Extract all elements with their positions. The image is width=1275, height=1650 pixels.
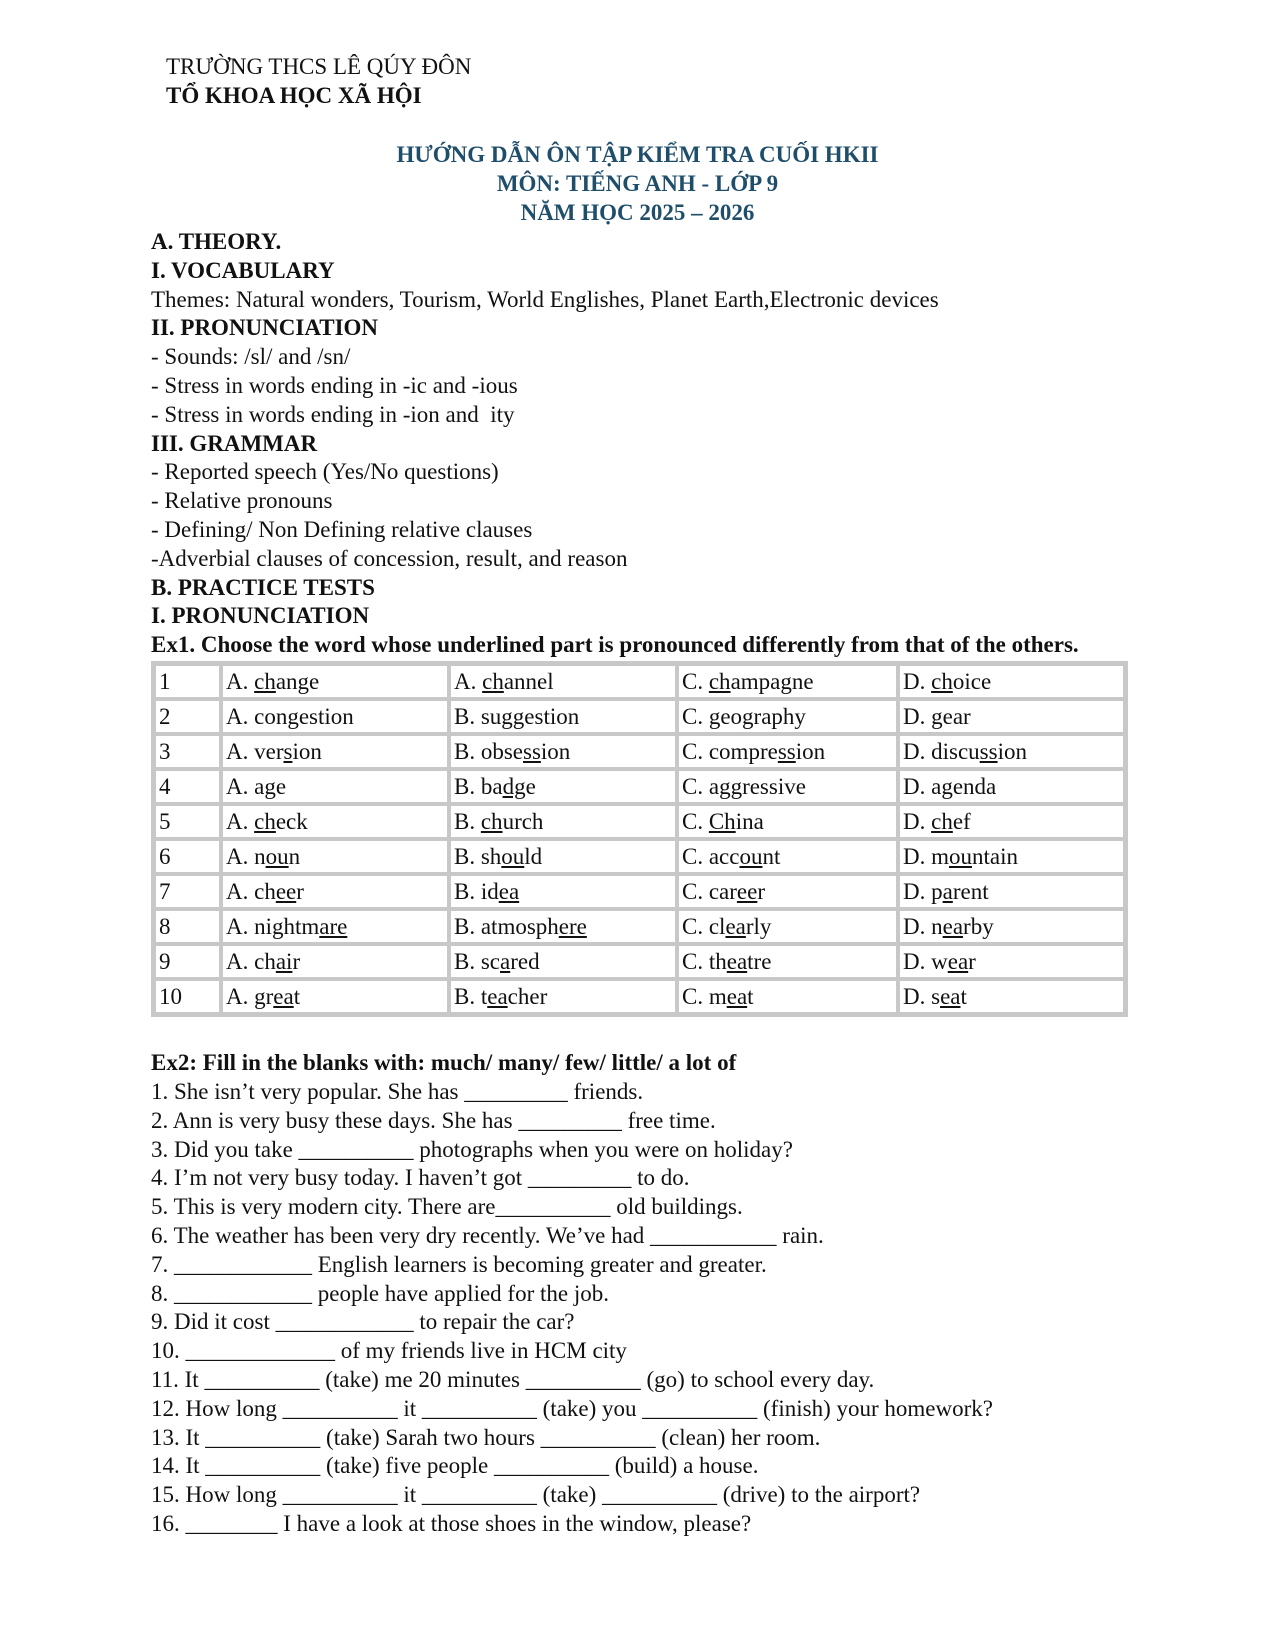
ex1-table xyxy=(151,661,1128,1017)
school-name: TRƯỜNG THCS LÊ QÚY ĐÔN xyxy=(166,54,472,79)
option-text: C. xyxy=(682,704,709,730)
table-row xyxy=(154,699,1125,734)
option-c xyxy=(677,874,898,909)
option-b xyxy=(449,664,677,699)
option-text: D. n xyxy=(903,914,943,940)
option-text: A. nightm xyxy=(226,914,320,940)
option-text: A. ver xyxy=(226,739,284,765)
exercise-item: 11. It __________ (take) me 20 minutes __________ (go) to school every day. xyxy=(151,1366,875,1392)
option-b xyxy=(449,839,677,874)
title-line-3: NĂM HỌC 2025 – 2026 xyxy=(520,200,755,225)
table-row xyxy=(154,804,1125,839)
option-text: A. con xyxy=(226,704,288,730)
ex1-table-body xyxy=(154,664,1125,1014)
option-text: C. acc xyxy=(682,844,740,870)
option-text: C. th xyxy=(682,949,727,975)
option-text: ion xyxy=(292,739,322,765)
option-c xyxy=(677,839,898,874)
underlined-part: ee xyxy=(275,879,297,905)
option-text: C. m xyxy=(682,984,727,1010)
option-text: D. discu xyxy=(903,739,980,765)
option-text: ion xyxy=(540,739,571,765)
option-text: t xyxy=(960,984,967,1010)
pronunciation-item: - Stress in words ending in -ic and -ious xyxy=(151,372,518,398)
option-c xyxy=(677,699,898,734)
option-text: urch xyxy=(502,809,544,835)
exercise-item: 15. How long __________ it __________ (take) __________ (drive) to the airport? xyxy=(151,1482,921,1508)
option-text: ear xyxy=(942,704,971,730)
underlined-part: ai xyxy=(275,949,293,975)
option-d xyxy=(898,874,1125,909)
question-number: 2 xyxy=(154,699,221,734)
underlined-part: ou xyxy=(265,844,289,870)
option-a xyxy=(221,944,449,979)
option-d xyxy=(898,699,1125,734)
underlined-part: ss xyxy=(979,739,998,765)
option-text: B. id xyxy=(454,879,499,905)
table-row xyxy=(154,909,1125,944)
theory-heading: A. THEORY. xyxy=(151,229,282,254)
underlined-part: Ch xyxy=(708,809,736,835)
underlined-part: ch xyxy=(254,809,276,835)
option-text: r xyxy=(757,879,766,905)
option-text: B. sh xyxy=(454,844,502,870)
exercise-item: 16. ________ I have a look at those shoes in the window, please? xyxy=(151,1510,752,1536)
underlined-part: gg xyxy=(719,774,743,800)
question-number: 9 xyxy=(154,944,221,979)
option-text: A. gr xyxy=(226,984,274,1010)
option-text: A. n xyxy=(226,844,266,870)
option-text: C. car xyxy=(682,879,737,905)
option-text: ressive xyxy=(742,774,806,800)
document-title xyxy=(0,140,1275,227)
underlined-part: g xyxy=(941,774,953,800)
underlined-part: s xyxy=(283,739,293,765)
option-d xyxy=(898,804,1125,839)
question-number: 5 xyxy=(154,804,221,839)
option-text: cher xyxy=(507,984,548,1010)
option-text: r xyxy=(296,879,304,905)
option-text: B. ba xyxy=(454,774,503,800)
option-c xyxy=(677,979,898,1014)
option-text: t xyxy=(747,984,754,1010)
option-text: C. compre xyxy=(682,739,778,765)
option-c xyxy=(677,909,898,944)
grammar-item: - Relative pronouns xyxy=(151,488,333,514)
exercise-item: 9. Did it cost ____________ to repair the car? xyxy=(151,1309,575,1335)
underlined-part: ch xyxy=(482,669,504,695)
practice-pronunciation-heading: I. PRONUNCIATION xyxy=(151,603,370,629)
option-text: r xyxy=(292,949,301,975)
option-text: B. atmosph xyxy=(454,914,559,940)
option-text: D. w xyxy=(903,949,948,975)
option-text: eck xyxy=(275,809,308,835)
underlined-part: ou xyxy=(501,844,525,870)
exercise-item: 1. She isn’t very popular. She has _________ friends. xyxy=(151,1078,644,1104)
underlined-part: ea xyxy=(726,949,748,975)
option-text: B. sc xyxy=(454,949,500,975)
option-text: A. ch xyxy=(226,949,276,975)
option-text: rby xyxy=(963,914,994,940)
option-text: ina xyxy=(735,809,764,835)
option-a xyxy=(221,734,449,769)
question-number: 6 xyxy=(154,839,221,874)
option-text: estion xyxy=(524,704,580,730)
exercise-item: 8. ____________ people have applied for the job. xyxy=(151,1280,609,1306)
option-d xyxy=(898,839,1125,874)
underlined-part: ea xyxy=(947,949,969,975)
option-text: D. m xyxy=(903,844,949,870)
option-text: t xyxy=(293,984,301,1010)
table-row xyxy=(154,734,1125,769)
option-text: annel xyxy=(503,669,554,695)
option-text: C. xyxy=(682,669,709,695)
option-text: A. ch xyxy=(226,879,276,905)
exercise-item: 4. I’m not very busy today. I haven’t got _________ to do. xyxy=(151,1165,690,1191)
option-text: B. obse xyxy=(454,739,523,765)
table-row xyxy=(154,769,1125,804)
option-text: A. a xyxy=(226,774,265,800)
option-b xyxy=(449,979,677,1014)
option-text: tre xyxy=(747,949,772,975)
underlined-part: ch xyxy=(931,669,953,695)
option-d xyxy=(898,944,1125,979)
underlined-part: g xyxy=(264,774,276,800)
department-name: TỔ KHOA HỌC XÃ HỘI xyxy=(166,83,422,108)
option-text: B. t xyxy=(454,984,488,1010)
exercise-item: 12. How long __________ it __________ (take) you __________ (finish) your homework? xyxy=(151,1395,993,1421)
table-row xyxy=(154,944,1125,979)
option-text: ampagne xyxy=(730,669,814,695)
document-body xyxy=(151,228,1125,1539)
option-d xyxy=(898,734,1125,769)
option-b xyxy=(449,874,677,909)
underlined-part: g xyxy=(287,704,299,730)
option-text: n xyxy=(288,844,301,870)
underlined-part: g xyxy=(512,704,525,730)
option-text: enda xyxy=(952,774,997,800)
option-c xyxy=(677,804,898,839)
ex2-instruction: Ex2: Fill in the blanks with: much/ many/ few/ little/ a lot of xyxy=(151,1050,737,1076)
option-text: D. s xyxy=(903,984,941,1010)
underlined-part: g xyxy=(931,704,943,730)
option-text: D. a xyxy=(903,774,942,800)
option-a xyxy=(221,874,449,909)
option-text: A. xyxy=(226,809,255,835)
table-row xyxy=(154,839,1125,874)
option-text: B. xyxy=(454,809,481,835)
option-text: e xyxy=(525,774,536,800)
exercise-item: 3. Did you take __________ photographs when you were on holiday? xyxy=(151,1136,793,1162)
grammar-heading: III. GRAMMAR xyxy=(151,430,318,456)
option-c xyxy=(677,944,898,979)
option-a xyxy=(221,909,449,944)
option-text: red xyxy=(510,949,540,975)
option-text: D. xyxy=(903,704,932,730)
exercise-item: 13. It __________ (take) Sarah two hours __________ (clean) her room. xyxy=(151,1424,821,1450)
option-text: B. sug xyxy=(454,704,513,730)
option-text: A. xyxy=(454,669,483,695)
practice-heading: B. PRACTICE TESTS xyxy=(151,574,375,600)
spacer xyxy=(151,1017,1125,1049)
option-b xyxy=(449,909,677,944)
underlined-part: ea xyxy=(498,879,520,905)
option-text: ld xyxy=(524,844,543,870)
underlined-part: ea xyxy=(487,984,508,1010)
option-a xyxy=(221,804,449,839)
option-text: ef xyxy=(952,809,971,835)
pronunciation-item: - Stress in words ending in -ion and ity xyxy=(151,401,515,427)
table-row xyxy=(154,979,1125,1014)
option-a xyxy=(221,839,449,874)
option-d xyxy=(898,769,1125,804)
option-text: oice xyxy=(952,669,992,695)
option-c xyxy=(677,734,898,769)
option-text: ntain xyxy=(972,844,1018,870)
question-number: 8 xyxy=(154,909,221,944)
underlined-part: are xyxy=(319,914,348,940)
underlined-part: ea xyxy=(942,914,964,940)
underlined-part: ea xyxy=(940,984,961,1010)
ex1-instruction: Ex1. Choose the word whose underlined part is pronounced differently from that of the others. xyxy=(151,632,1079,658)
option-a xyxy=(221,664,449,699)
option-a xyxy=(221,699,449,734)
underlined-part: ss xyxy=(523,739,541,765)
option-text: ange xyxy=(275,669,320,695)
underlined-part: a xyxy=(500,949,511,975)
option-b xyxy=(449,804,677,839)
grammar-item: -Adverbial clauses of concession, result, and reason xyxy=(151,545,628,571)
underlined-part: ea xyxy=(726,984,748,1010)
option-text: D. p xyxy=(903,879,943,905)
pronunciation-heading: II. PRONUNCIATION xyxy=(151,315,379,341)
exercise-item: 7. ____________ English learners is becoming greater and greater. xyxy=(151,1251,767,1277)
grammar-item: - Reported speech (Yes/No questions) xyxy=(151,459,499,485)
option-c xyxy=(677,664,898,699)
option-text: C. cl xyxy=(682,914,726,940)
underlined-part: ea xyxy=(725,914,746,940)
vocabulary-themes: Themes: Natural wonders, Tourism, World Englishes, Planet Earth,Electronic devices xyxy=(151,286,939,312)
option-text: r xyxy=(968,949,976,975)
underlined-part: ch xyxy=(254,669,276,695)
underlined-part: dg xyxy=(502,774,526,800)
school-header xyxy=(166,52,471,110)
grammar-item: - Defining/ Non Defining relative clauses xyxy=(151,516,533,542)
underlined-part: ou xyxy=(949,844,972,870)
option-text: rent xyxy=(952,879,989,905)
exercise-item: 6. The weather has been very dry recently. We’ve had ___________ rain. xyxy=(151,1222,824,1248)
pronunciation-item: - Sounds: /sl/ and /sn/ xyxy=(151,344,351,370)
question-number: 1 xyxy=(154,664,221,699)
ex2-list xyxy=(151,1078,1125,1539)
option-b xyxy=(449,734,677,769)
title-line-2: MÔN: TIẾNG ANH - LỚP 9 xyxy=(496,171,779,196)
option-text: e xyxy=(275,774,287,800)
exercise-item: 5. This is very modern city. There are__________ old buildings. xyxy=(151,1194,743,1220)
option-text: C. a xyxy=(682,774,720,800)
exercise-item: 2. Ann is very busy these days. She has _________ free time. xyxy=(151,1107,716,1133)
option-text: C. xyxy=(682,809,709,835)
option-text: ion xyxy=(997,739,1027,765)
underlined-part: ere xyxy=(558,914,587,940)
title-line-1: HƯỚNG DẪN ÔN TẬP KIỂM TRA CUỐI HKII xyxy=(396,142,879,167)
question-number: 3 xyxy=(154,734,221,769)
underlined-part: ea xyxy=(273,984,294,1010)
option-b xyxy=(449,944,677,979)
option-text: nt xyxy=(762,844,781,870)
option-d xyxy=(898,664,1125,699)
option-text: rly xyxy=(745,914,772,940)
option-d xyxy=(898,979,1125,1014)
table-row xyxy=(154,664,1125,699)
option-text: D. xyxy=(903,809,932,835)
question-number: 7 xyxy=(154,874,221,909)
question-number: 10 xyxy=(154,979,221,1014)
vocabulary-heading: I. VOCABULARY xyxy=(151,257,335,283)
underlined-part: ss xyxy=(777,739,796,765)
option-b xyxy=(449,769,677,804)
exercise-item: 14. It __________ (take) five people __________ (build) a house. xyxy=(151,1453,759,1479)
option-text: estion xyxy=(298,704,354,730)
underlined-part: ch xyxy=(480,809,503,835)
question-number: 4 xyxy=(154,769,221,804)
table-row xyxy=(154,874,1125,909)
option-d xyxy=(898,909,1125,944)
option-a xyxy=(221,979,449,1014)
underlined-part: g xyxy=(708,704,721,730)
underlined-part: a xyxy=(942,879,953,905)
underlined-part: ch xyxy=(708,669,731,695)
option-text: A. xyxy=(226,669,255,695)
option-text: D. xyxy=(903,669,932,695)
option-text: eography xyxy=(720,704,806,730)
underlined-part: ee xyxy=(736,879,758,905)
option-text: ion xyxy=(795,739,826,765)
underlined-part: ch xyxy=(931,809,953,835)
underlined-part: ou xyxy=(739,844,763,870)
exercise-item: 10. _____________ of my friends live in HCM city xyxy=(151,1338,627,1364)
option-b xyxy=(449,699,677,734)
option-a xyxy=(221,769,449,804)
option-c xyxy=(677,769,898,804)
